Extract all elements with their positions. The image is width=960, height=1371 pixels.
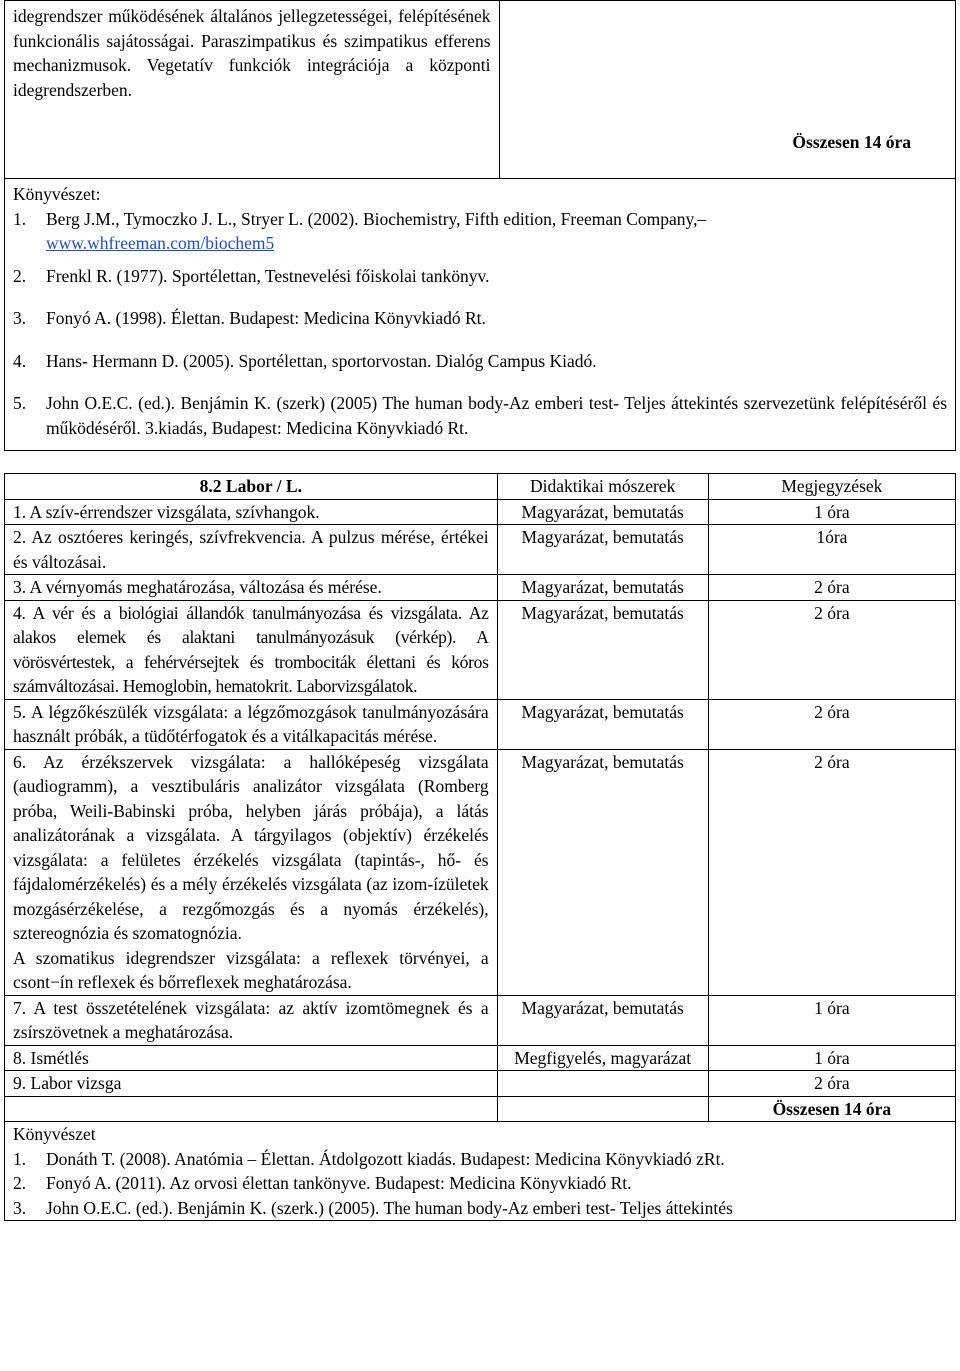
- bib1-item-5: 5. John O.E.C. (ed.). Benjámin K. (szerk) (2005) The human body-Az emberi test- Teljes áttekintés szervezetünk felépítéséről és működéséről. 3.kiadás, Budapest: Medicina Könyvkiadó Rt.: [13, 393, 947, 438]
- lab-row-6-topic-2: A szomatikus idegrendszer vizsgálata: a reflexek törvényei, a csont−ín reflexek és bőrreflexek meghatározása.: [13, 947, 489, 992]
- bib1-item-3: 3. Fonyó A. (1998). Élettan. Budapest: Medicina Könyvkiadó Rt.: [13, 308, 486, 328]
- table-row: 9. Labor vizsga 2 óra: [5, 1071, 956, 1097]
- top-table: [4, 0, 956, 451]
- lab-header-topic: 8.2 Labor / L.: [5, 474, 498, 500]
- lab-header-row: [5, 474, 956, 500]
- bib1-item-4: 4. Hans- Hermann D. (2005). Sportélettan, sportorvostan. Dialóg Campus Kiadó.: [13, 350, 597, 371]
- biochem-link[interactable]: www.whfreeman.com/biochem5: [46, 233, 275, 253]
- top-left-cell: [5, 1, 500, 179]
- top-total: Összesen 14 óra: [792, 131, 911, 152]
- top-right-cell: [499, 1, 955, 179]
- bib1-item-1: 1. Berg J.M., Tymoczko J. L., Stryer L. (2002). Biochemistry, Fifth edition, Freeman Company,– www.whfreeman.com/biochem5: [13, 208, 707, 253]
- table-row: 3. A vérnyomás meghatározása, változása és mérése. Magyarázat, bemutatás 2 óra: [5, 575, 956, 601]
- bib1-item-2: 2. Frenkl R. (1977). Sportélettan, Testnevelési főiskolai tankönyv.: [13, 265, 490, 286]
- table-row: 8. Ismétlés Megfigyelés, magyarázat 1 óra: [5, 1045, 956, 1071]
- bibliography-1-heading: Könyvészet:: [13, 184, 101, 204]
- lab-table: [4, 473, 956, 1221]
- table-row: 6. Az érzékszervek vizsgálata: a hallóképeség vizsgálata (audiogramm), a vesztibuláris analizátor vizsgálata (Romberg próba, Weili-Babinski próba, helyben járás próbája), a látás analizátorának a vizsgálata. A tárgyilagos (objektív) érzékelés vizsgálata: a felületes érzékelés vizsgálata (tapintás-, hő- és fájdalomérzékelés) és a mély érzékelés vizsgálata (az izom-ízületek mozgásérzékelése, a rezgőmozgás és a nyomás érzékelés), sztereognózia és szomatognózia. A szomatikus idegrendszer vizsgálata: a reflexek törvényei, a csont−ín reflexek és bőrreflexek meghatározása. Magyarázat, bemutatás 2 óra: [5, 749, 956, 995]
- bibliography-2-heading: Könyvészet: [13, 1124, 96, 1144]
- lab-total: Összesen 14 óra: [708, 1096, 955, 1122]
- bibliography-2-list: [13, 1147, 947, 1221]
- bibliography-1: [5, 179, 956, 451]
- table-row: 1. A szív-érrendszer vizsgálata, szívhangok. Magyarázat, bemutatás 1 óra: [5, 499, 956, 525]
- bib2-item-1: 1. Donáth T. (2008). Anatómia – Élettan. Átdolgozott kiadás. Budapest: Medicina Könyvkiadó zRt.: [13, 1148, 725, 1169]
- lab-header-note: Megjegyzések: [708, 474, 955, 500]
- table-row: 7. A test összetételének vizsgálata: az aktív izomtömegnek és a zsírszövetnek a meghatározása. Magyarázat, bemutatás 1 óra: [5, 995, 956, 1045]
- lab-total-row: [5, 1096, 956, 1122]
- table-row: 2. Az osztóeres keringés, szívfrekvencia. A pulzus mérése, értékei és változásai. Magyarázat, bemutatás 1óra: [5, 525, 956, 575]
- bibliography-2: [5, 1122, 956, 1221]
- table-row: 4. A vér és a biológiai állandók tanulmányozása és vizsgálata. Az alakos elemek és alaktani tanulmányozásuk (vérkép). A vörösvértestek, a fehérvérsejtek és trombociták élettani és kóros számváltozásai. Hemoglobin, hematokrit. Laborvizsgálatok. Magyarázat, bemutatás 2 óra: [5, 600, 956, 699]
- document-page: [4, 0, 956, 1221]
- top-left-text: idegrendszer működésének általános jellegzetességei, felépítésének funkcionális sajátosságai. Paraszimpatikus és szimpatikus efferens mechanizmusok. Vegetatív funkciók integrációja a központi idegrendszerben.: [13, 6, 491, 100]
- lab-header-method: Didaktikai mószerek: [497, 474, 708, 500]
- table-row: 5. A légzőkészülék vizsgálata: a légzőmozgások tanulmányozására használt próbák, a tüdőtérfogatok és a vitálkapacitás mérése. Magyarázat, bemutatás 2 óra: [5, 699, 956, 749]
- bibliography-1-list: [13, 207, 947, 441]
- bib2-item-3: 3. John O.E.C. (ed.). Benjámin K. (szerk.) (2005). The human body-Az emberi test- Teljes áttekintés: [13, 1197, 733, 1218]
- bib2-item-2: 2. Fonyó A. (2011). Az orvosi élettan tankönyve. Budapest: Medicina Könyvkiadó Rt.: [13, 1173, 632, 1193]
- lab-row-6-topic: 6. Az érzékszervek vizsgálata: a hallóképeség vizsgálata (audiogramm), a vesztibuláris analizátor vizsgálata (Romberg próba, Weili-Babinski próba, helyben járás próbája), a látás analizátorának a vizsgálata. A tárgyilagos (objektív) érzékelés vizsgálata: a felületes érzékelés vizsgálata (tapintás-, hő- és fájdalomérzékelés) és a mély érzékelés vizsgálata (az izom-ízületek mozgásérzékelése, a rezgőmozgás és a nyomás érzékelés), sztereognózia és szomatognózia.: [13, 751, 489, 943]
